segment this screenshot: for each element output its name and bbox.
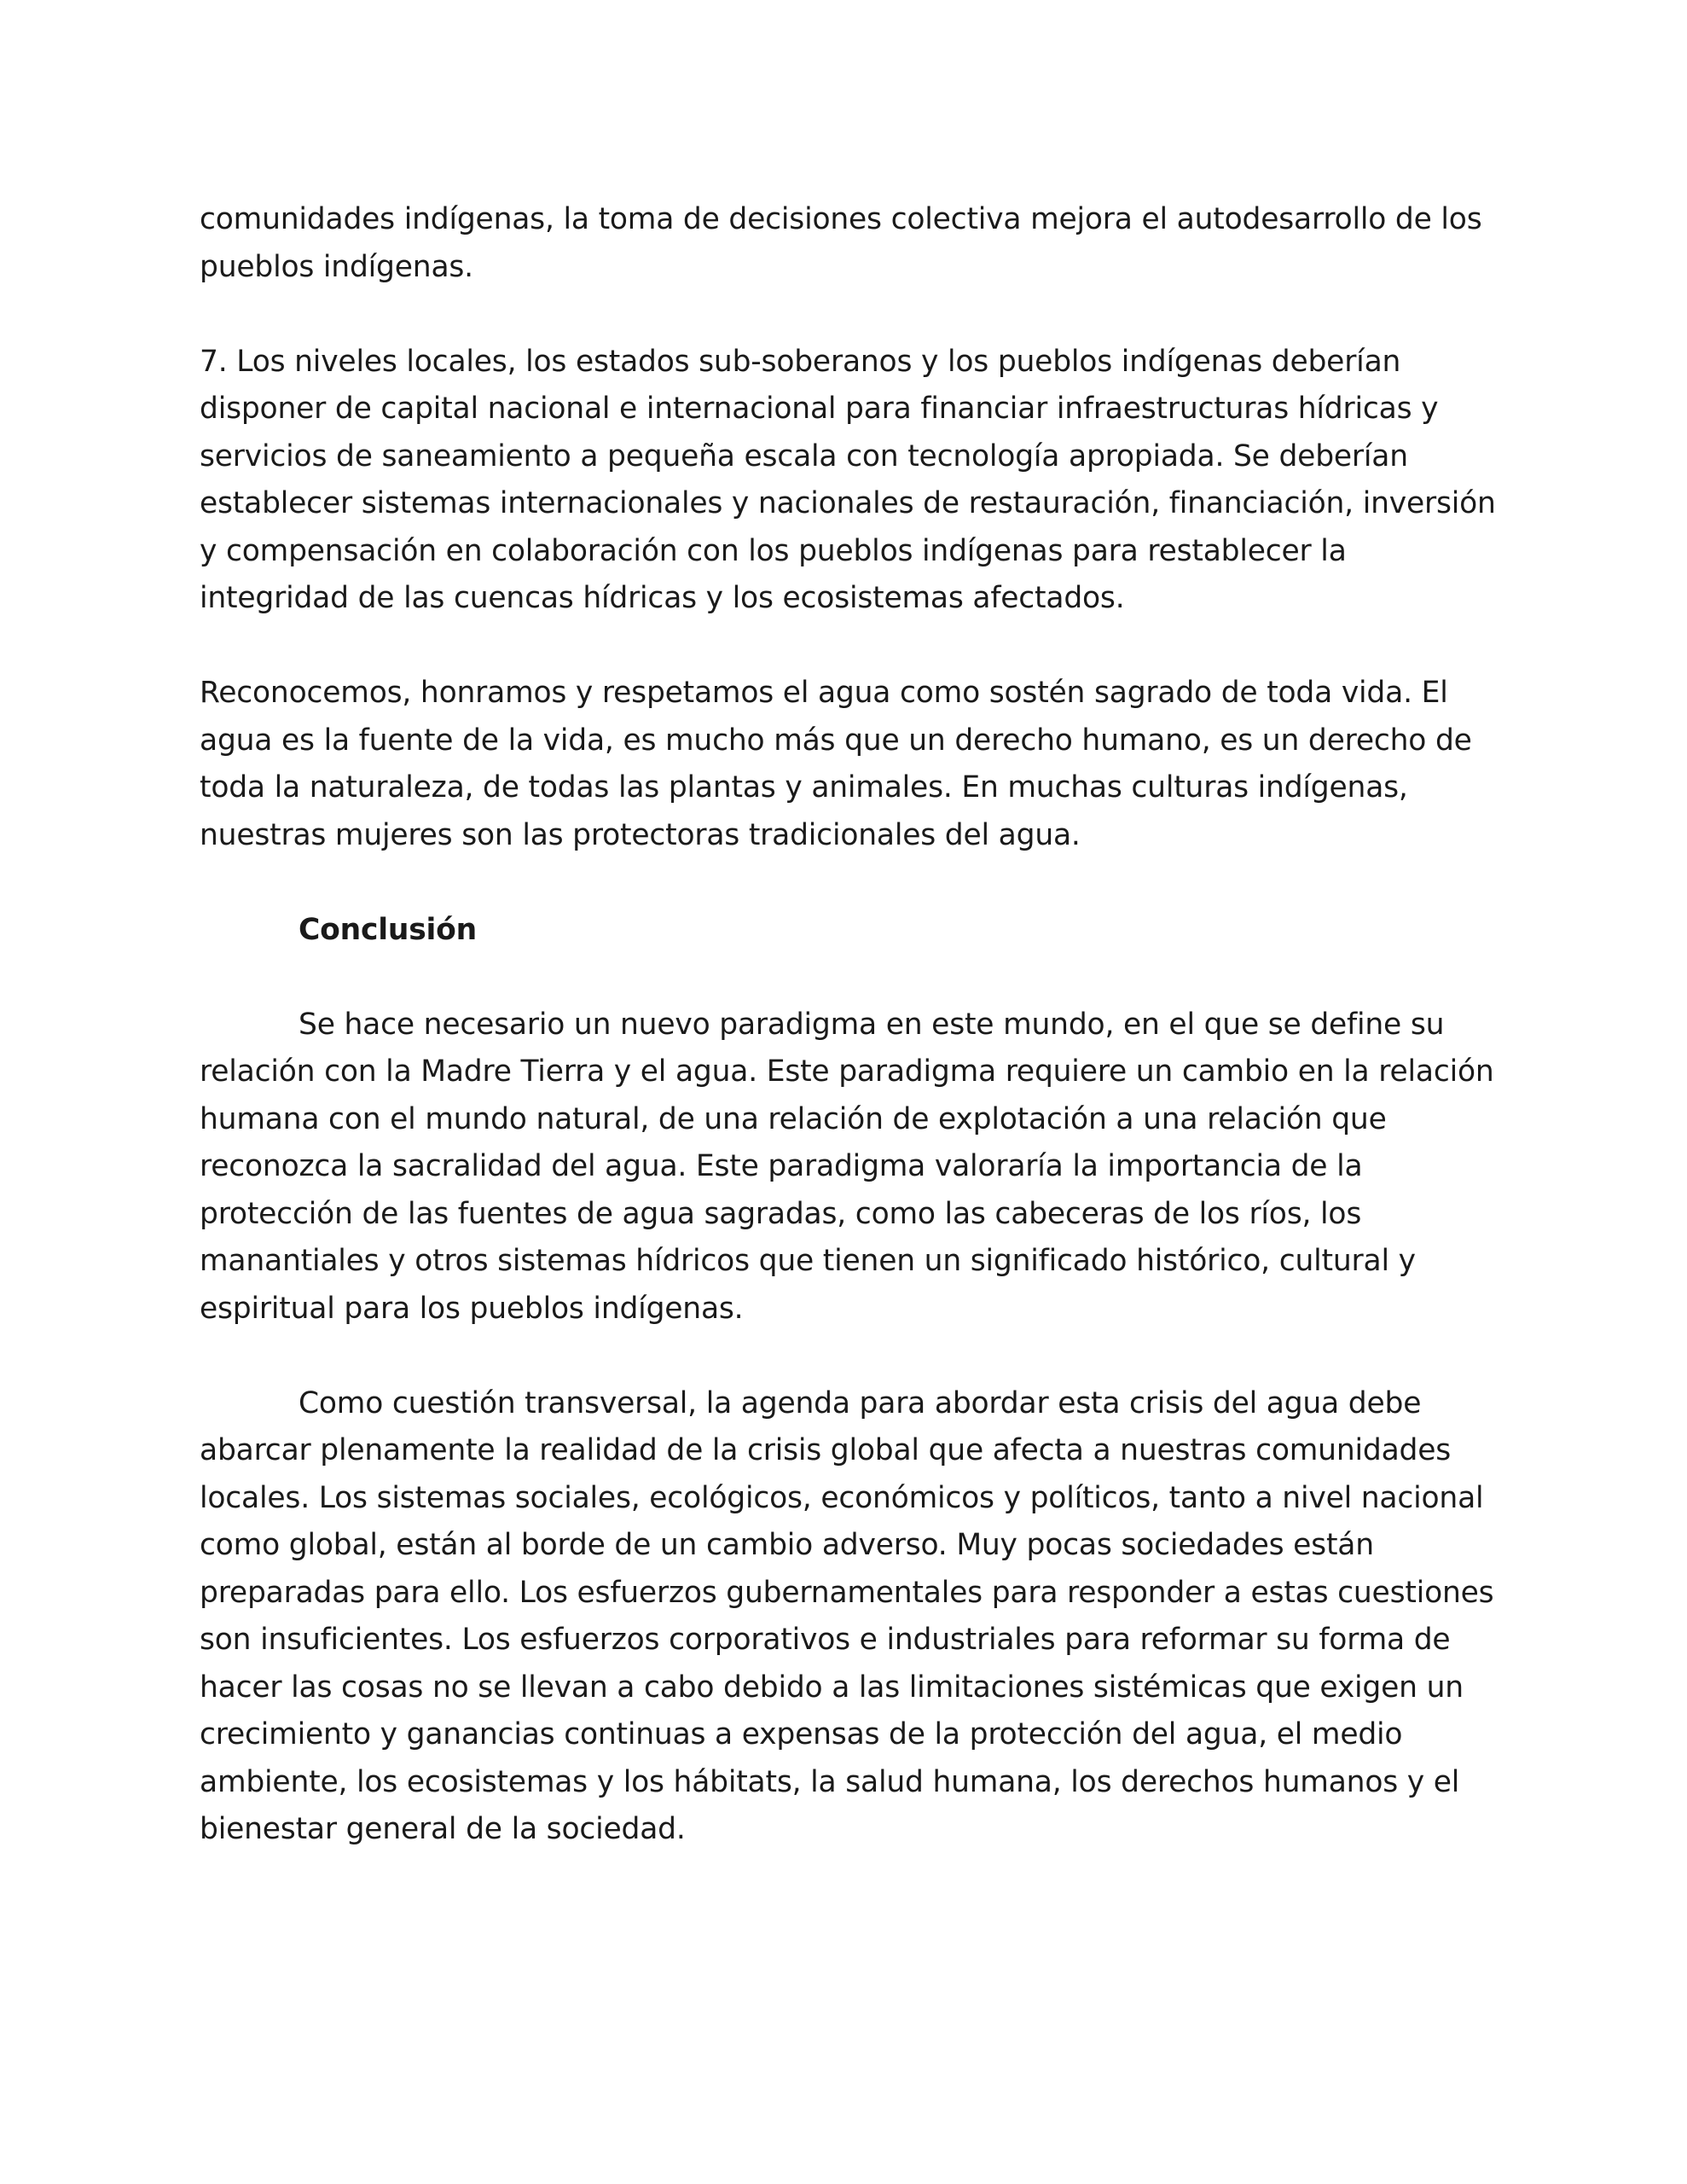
paragraph-conclusion-1: Se hace necesario un nuevo paradigma en este mundo, en el que se define su relación con la Madre Tierra y el agua. Este paradigma requiere un cambio en la relación humana con el mundo natural, de una relación de explotación a una relación que reconozca la sacralidad del agua. Este paradigma valoraría la importancia de la protección de las fuentes de agua sagradas, como las cabeceras de los ríos, los manantiales y otros sistemas hídricos que tienen un significado histórico, cultural y espiritual para los pueblos indígenas. bbox=[200, 1007, 1494, 1326]
paragraph-continuation: comunidades indígenas, la toma de decisiones colectiva mejora el autodesarrollo de los pueblos indígenas. bbox=[200, 202, 1482, 284]
document-body bbox=[200, 196, 1496, 1901]
paragraph-water-recognition: Reconocemos, honramos y respetamos el agua como sostén sagrado de toda vida. El agua es la fuente de la vida, es mucho más que un derecho humano, es un derecho de toda la naturaleza, de todas las plantas y animales. En muchas culturas indígenas, nuestras mujeres son las protectoras tradicionales del agua. bbox=[200, 676, 1472, 852]
paragraph-conclusion-2: Como cuestión transversal, la agenda para abordar esta crisis del agua debe abarcar plenamente la realidad de la crisis global que afecta a nuestras comunidades locales. Los sistemas sociales, ecológicos, económicos y políticos, tanto a nivel nacional como global, están al borde de un cambio adverso. Muy pocas sociedades están preparadas para ello. Los esfuerzos gubernamentales para responder a estas cuestiones son insuficientes. Los esfuerzos corporativos e industriales para reformar su forma de hacer las cosas no se llevan a cabo debido a las limitaciones sistémicas que exigen un crecimiento y ganancias continuas a expensas de la protección del agua, el medio ambiente, los ecosistemas y los hábitats, la salud humana, los derechos humanos y el bienestar general de la sociedad. bbox=[200, 1385, 1494, 1846]
section-heading-conclusion: Conclusión bbox=[299, 912, 478, 947]
paragraph-point-7: 7. Los niveles locales, los estados sub-soberanos y los pueblos indígenas deberían disponer de capital nacional e internacional para financiar infraestructuras hídricas y servicios de saneamiento a pequeña escala con tecnología apropiada. Se deberían establecer sistemas internacionales y nacionales de restauración, financiación, inversión y compensación en colaboración con los pueblos indígenas para restablecer la integridad de las cuencas hídricas y los ecosistemas afectados. bbox=[200, 344, 1496, 615]
